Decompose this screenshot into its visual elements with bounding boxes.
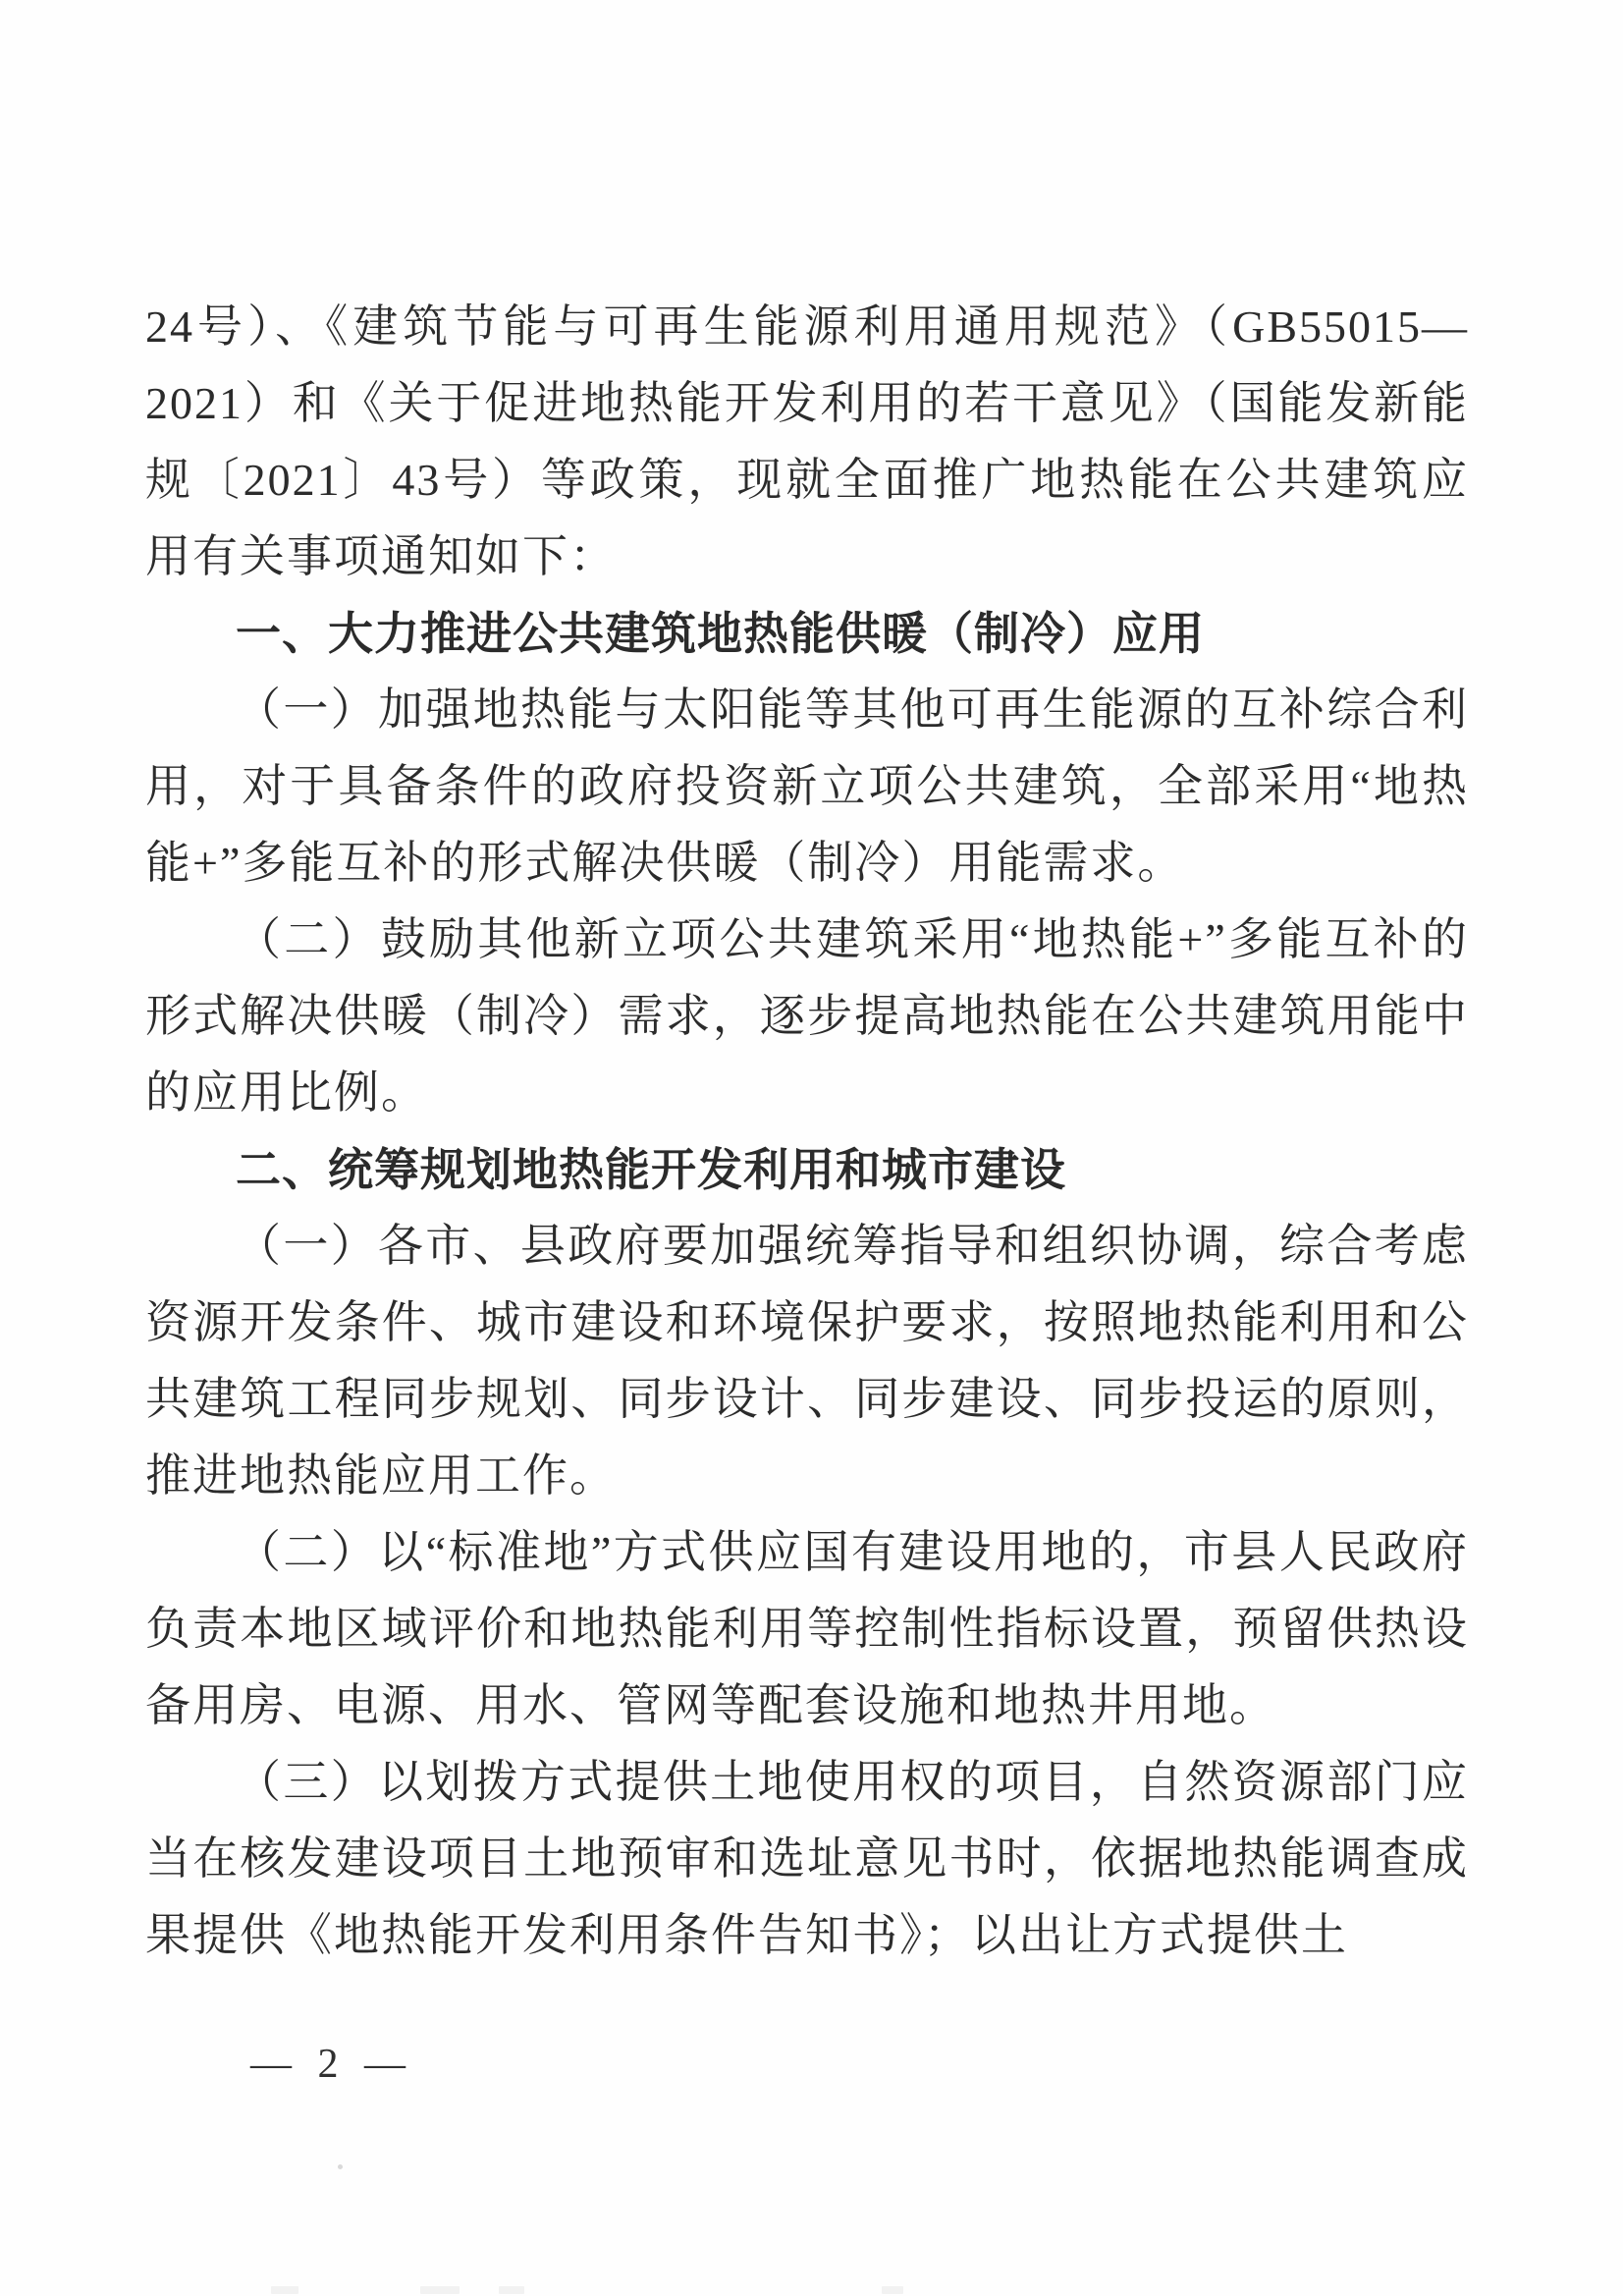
- paragraph-section1-item2: （二）鼓励其他新立项公共建筑采用“地热能+”多能互补的形式解决供暖（制冷）需求，逐步提高地热能在公共建筑用能中的应用比例。: [145, 914, 1469, 1118]
- document-body: [145, 289, 1469, 1974]
- scan-noise-dot: [338, 2164, 343, 2169]
- section-heading-1: 一、大力推进公共建筑地热能供暖（制冷）应用: [236, 608, 1205, 659]
- paragraph-section2-item3: （三）以划拨方式提供土地使用权的项目，自然资源部门应当在核发建设项目土地预审和选址意见书时，依据地热能调查成果提供《地热能开发利用条件告知书》；以出让方式提供土: [145, 1757, 1469, 1960]
- scan-speck: [271, 2286, 298, 2294]
- page-number: — 2 —: [250, 2042, 413, 2087]
- scan-artifact-strip: [0, 2282, 1623, 2296]
- scan-speck: [499, 2286, 524, 2294]
- section-heading-2: 二、统筹规划地热能开发利用和城市建设: [236, 1144, 1066, 1195]
- paragraph-section2-item1: （一）各市、县政府要加强统筹指导和组织协调，综合考虑资源开发条件、城市建设和环境保护要求，按照地热能利用和公共建筑工程同步规划、同步设计、同步建设、同步投运的原则，推进地热能应用工作。: [145, 1221, 1469, 1501]
- paragraph-section2-item2: （二）以“标准地”方式供应国有建设用地的，市县人民政府负责本地区域评价和地热能利用等控制性指标设置，预留供热设备用房、电源、用水、管网等配套设施和地热井用地。: [145, 1527, 1469, 1730]
- paragraph-policy-references: 24号）、《建筑节能与可再生能源利用通用规范》（GB55015—2021）和《关于促进地热能开发利用的若干意见》（国能发新能规〔2021〕43号）等政策，现就全面推广地热能在公共建筑应用有关事项通知如下：: [145, 301, 1469, 581]
- scan-speck: [420, 2286, 460, 2294]
- scan-speck: [882, 2286, 903, 2294]
- paragraph-section1-item1: （一）加强地热能与太阳能等其他可再生能源的互补综合利用，对于具备条件的政府投资新立项公共建筑，全部采用“地热能+”多能互补的形式解决供暖（制冷）用能需求。: [145, 684, 1469, 888]
